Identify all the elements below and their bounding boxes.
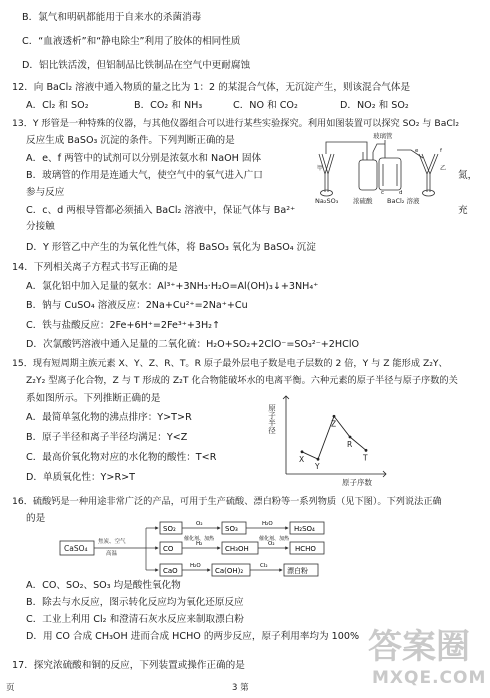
q16-option-a: A．CO、SO₂、SO₃ 均是酸性氧化物	[26, 580, 181, 591]
q13-option-c-1-end: 充	[458, 205, 468, 216]
q15-option-a: A．最简单氢化物的沸点排序：Y>T>R	[26, 412, 192, 423]
radius-point-y	[317, 458, 320, 461]
q13-stem-1: 13．Y 形管是一种特殊的仪器，与其他仪器组合可以进行某些实验探究。利用如图装置可以探究 SO₂ 与 BaCl₂	[12, 118, 460, 129]
q12-stem: 12．向 BaCl₂ 溶液中通入物质的量之比为 1：2 的某混合气体，无沉淀产生，则该混合气体是	[12, 82, 411, 93]
q12-option-a: A．Cl₂ 和 SO₂	[26, 100, 89, 111]
q13-option-b-1-end: 氮，	[458, 170, 478, 181]
label-d: d	[399, 190, 403, 196]
na2so3-label: Na₂SO₃	[315, 197, 339, 205]
footer-left: 页	[6, 683, 15, 693]
radius-point-label-z: Z	[331, 419, 337, 429]
y-axis-label: 原子半径	[267, 404, 277, 434]
q13-option-c-2: 分接触	[26, 221, 55, 232]
label-c: c	[381, 190, 385, 196]
box-ch3oh: CH₃OH	[225, 545, 249, 553]
q14-option-c: C．铁与盐酸反应：2Fe+6H⁺=2Fe³⁺+3H₂↑	[26, 320, 221, 331]
q16-option-d: D．用 CO 合成 CH₃OH 进而合成 HCHO 的两步反应，原子利用率均为 100%	[26, 631, 360, 642]
box-so3: SO₃	[225, 525, 238, 533]
x-axis-label: 原子序数	[342, 478, 372, 487]
watermark-url: MXQE.COM	[372, 668, 487, 688]
caso4-flowchart	[60, 520, 360, 578]
label-yi: 乙	[440, 165, 447, 172]
conc-sulfuric-acid-label: 浓硫酸	[353, 197, 373, 205]
q13-option-d: D．Y 形管乙中产生的为氧化性气体，将 BaSO₃ 氧化为 BaSO₄ 沉淀	[26, 242, 316, 253]
radius-point-r	[349, 436, 352, 439]
footer-page-number: 3 第	[232, 683, 249, 693]
radius-point-label-x: X	[299, 454, 305, 464]
q14-stem: 14．下列相关离子方程式书写正确的是	[12, 262, 178, 273]
cond-o2-a: O₂	[196, 521, 203, 527]
box-h2so4: H₂SO₄	[294, 525, 315, 533]
q13-option-c-1: C．c、d 两根导管都必须插入 BaCl₂ 溶液中，保证气体与 Ba²⁺	[26, 205, 296, 216]
q13-option-a: A．e、f 两管中的试剂可以分别是浓氨水和 NaOH 固体	[26, 153, 262, 164]
q11-option-d: D．铝比铁活泼，但铝制品比铁制品在空气中更耐腐蚀	[22, 60, 251, 71]
radius-point-z	[333, 415, 336, 418]
q13-stem-2: 反应生成 BaSO₃ 沉淀的条件。下列判断正确的是	[26, 135, 235, 146]
box-caoh2: Ca(OH)₂	[215, 567, 244, 575]
q16-option-c: C．工业上利用 Cl₂ 和澄清石灰水反应来制取漂白粉	[26, 614, 244, 625]
q15-option-d: D．单质氧化性：Y>R>T	[26, 472, 136, 483]
q13-option-b-1: B．玻璃管的作用是连通大气，使空气中的氧气进入广口	[26, 170, 263, 181]
radius-point-label-r: R	[347, 440, 353, 449]
box-hcho: HCHO	[295, 545, 316, 553]
q15-option-c: C．最高价氧化物对应的水化物的酸性：T<R	[26, 452, 217, 463]
q12-option-c: C．NO 和 CO₂	[233, 100, 298, 111]
radius-point-x	[301, 450, 304, 453]
cond-h2o-b: H₂O	[190, 563, 201, 569]
box-bleaching-powder: 漂白粉	[287, 567, 308, 575]
q15-option-b: B．原子半径和离子半径均满足：Y<Z	[26, 432, 188, 443]
radius-point-label-y: Y	[315, 462, 320, 472]
bacl2-solution-label: BaCl₂ 溶液	[387, 197, 420, 205]
q16-stem-1: 16．硫酸钙是一种用途非常广泛的产品，可用于生产硫酸、漂白粉等一系列物质（见下图）。下列说法正确	[12, 496, 442, 507]
box-so2: SO₂	[163, 525, 176, 533]
q15-stem-2: Z₂Y₂ 型离子化合物，Z 与 T 形成的 Z₂T 化合物能破坏水的电离平衡。六种元素的原子半径与原子序数的关	[26, 375, 458, 386]
q13-option-b-2: 参与反应	[26, 187, 65, 198]
cond-h2o-a: H₂O	[262, 521, 273, 527]
radius-point-t	[365, 449, 368, 452]
cond-catalyst-b: 催化剂、加热	[259, 536, 290, 542]
q14-option-a: A．氯化铝中加入足量的氨水：Al³⁺+3NH₃·H₂O=Al(OH)₃↓+3NH₄⁺	[26, 281, 319, 292]
watermark-logo: 答案圈	[368, 627, 470, 667]
caso4-box: CaSO₄	[64, 544, 88, 553]
q11-option-c: C．“血液透析”和“静电除尘”利用了胶体的相同性质	[22, 36, 241, 47]
q12-option-b: B．CO₂ 和 NH₃	[134, 100, 203, 111]
q12-option-d: D．NO₂ 和 SO₂	[340, 100, 409, 111]
q11-option-b: B．氯气和明矾都能用于自来水的杀菌消毒	[22, 12, 202, 23]
q16-option-b: B．除去与水反应，图示转化反应均为氧化还原反应	[26, 597, 244, 608]
cond-h2: H₂	[196, 541, 203, 547]
y-tube-apparatus-diagram	[315, 130, 465, 205]
box-cao: CaO	[163, 567, 178, 575]
label-f: f	[440, 148, 442, 154]
q17-stem: 17．探究浓硫酸和铜的反应，下列装置或操作正确的是	[12, 660, 245, 671]
q14-option-b: B．钠与 CuSO₄ 溶液反应：2Na+Cu²⁺=2Na⁺+Cu	[26, 300, 248, 311]
box-co: CO	[163, 545, 174, 553]
cond-catalyst-a: 催化剂、加热	[184, 536, 215, 542]
q15-stem-3: 系如图所示。下列推断正确的是	[26, 393, 161, 404]
glass-tube-label: 玻璃管	[373, 132, 393, 140]
label-jia: 甲	[317, 165, 324, 172]
cond-coke-air: 焦炭、空气	[98, 539, 126, 545]
q15-stem-1: 15．现有短周期主族元素 X、Y、Z、R、T。R 原子最外层电子数是电子层数的 2 倍，Y 与 Z 能形成 Z₂Y、	[12, 358, 448, 369]
q16-stem-2: 的是	[26, 513, 46, 524]
q14-option-d: D．次氯酸钙溶液中通入足量的二氧化硫：H₂O+SO₂+2ClO⁻=SO₃²⁻+2HClO	[26, 339, 360, 350]
cond-high-temp: 高温	[106, 551, 118, 557]
radius-point-label-t: T	[363, 453, 368, 463]
cond-cl2: Cl₂	[260, 563, 268, 569]
label-e: e	[415, 148, 419, 154]
atomic-radius-chart	[267, 392, 392, 488]
cond-o2-b: O₂	[268, 541, 275, 547]
